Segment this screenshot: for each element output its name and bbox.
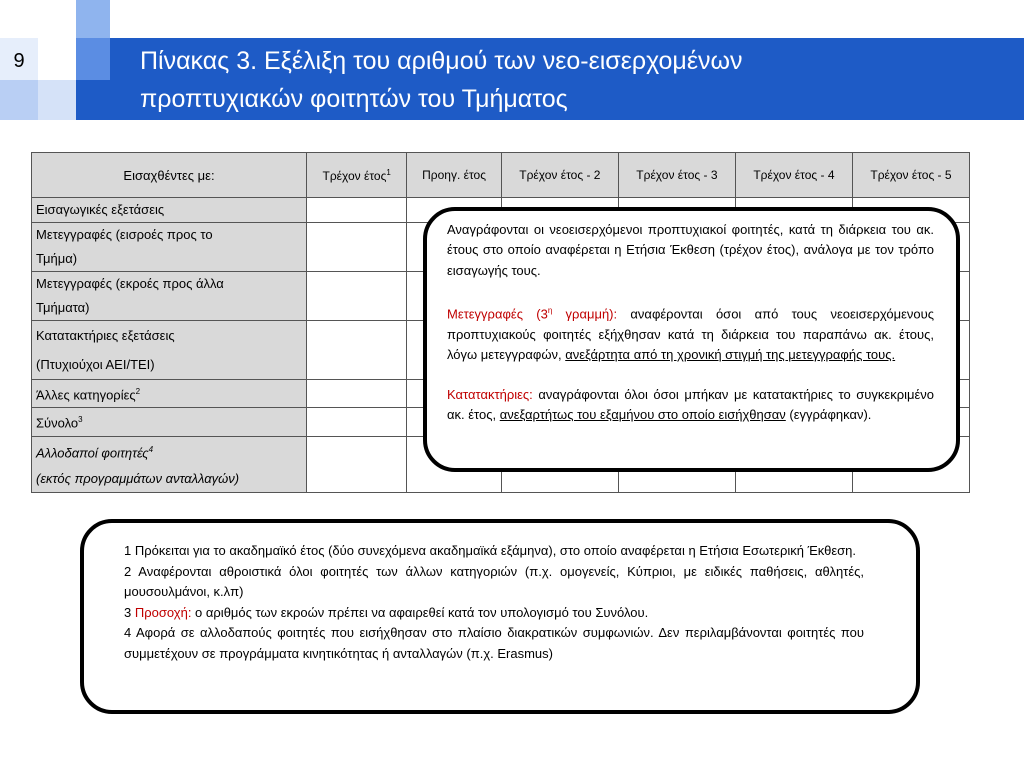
table-cell[interactable] <box>307 223 407 272</box>
decor-square <box>76 0 110 38</box>
table-header-row <box>32 153 970 198</box>
header-cell: Εισαχθέντες με: <box>32 153 307 198</box>
row-label: Κατατακτήριες εξετάσεις (Πτυχιούχοι ΑΕΙ/ΤΕΙ) <box>32 321 307 380</box>
decor-square <box>38 80 76 120</box>
header-cell: Τρέχον έτος$^1$ <box>307 153 407 198</box>
row-label: Αλλοδαποί φοιτητές$^4$ (εκτός προγραμμάτων ανταλλαγών) <box>32 436 307 492</box>
table-cell[interactable] <box>307 272 407 321</box>
callout-paragraph-transfers: Μετεγγραφές ($3^\eta$ γραμμή): αναφέρονται όσοι από τους νεοεισερχόμενους προπτυχιακούς φοιτητές εξήχθησαν κατά τη διάρκεια του παραπάνω ακ. έτους, λόγω μετεγγραφών, ανεξάρτητα από τη χρονική στιγμή της μετεγγραφής τους. <box>447 305 934 362</box>
callout-paragraph-placement: Κατατακτήριες: αναγράφονται όλοι όσοι μπήκαν με κατατακτήριες το συγκεκριμένο ακ. έτος, ανεξαρτήτως του εξαμήνου στο οποίο εισήχθησαν (εγγράφηκαν). <box>447 387 934 423</box>
footnote-4: 4 Αφορά σε αλλοδαπούς φοιτητές που εισήχθησαν στο πλαίσιο διακρατικών συμφωνιών. Δεν περιλαμβάνονται φοιτητές που συμμετέχουν σε προγράμματα κινητικότητας ή ανταλλαγών (π.χ. Erasmus) <box>124 625 864 661</box>
callout-paragraph: Αναγράφονται οι νεοεισερχόμενοι προπτυχιακοί φοιτητές, κατά τη διάρκεια του ακ. έτους στο οποίο αναφέρεται η Ετήσια Έκθεση (τρέχον έτος), ανάλογα με τον τρόπο εισαγωγής τους. <box>447 222 934 278</box>
footnote-2: 2 Αναφέρονται αθροιστικά όλοι φοιτητές των άλλων κατηγοριών (π.χ. ομογενείς, Κύπριοι, με ειδικές παθήσεις, αθλητές, μουσουλμάνοι, κ.λπ) <box>124 563 864 599</box>
table-cell[interactable] <box>307 380 407 408</box>
slide-title <box>140 42 1000 118</box>
title-bar-extension <box>76 80 110 120</box>
row-label: Εισαγωγικές εξετάσεις <box>32 198 307 223</box>
table-cell[interactable] <box>307 198 407 223</box>
footnote-3: 3 Προσοχή: ο αριθμός των εκροών πρέπει να αφαιρεθεί κατά τον υπολογισμό του Συνόλου. <box>124 604 649 620</box>
table-cell[interactable] <box>307 436 407 492</box>
footnotes-callout <box>80 519 920 714</box>
row-label: Μετεγγραφές (εισροές προς το Τμήμα) <box>32 223 307 272</box>
row-label: Σύνολο$^3$ <box>32 408 307 436</box>
explanation-callout <box>423 207 960 472</box>
row-label: Μετεγγραφές (εκροές προς άλλα Τμήματα) <box>32 272 307 321</box>
header-cell: Τρέχον έτος - 5 <box>852 153 969 198</box>
title-line-2: προπτυχιακών φοιτητών του Τμήματος <box>140 85 568 113</box>
title-line-1: Πίνακας 3. Εξέλιξη του αριθμού των νεο-εισερχομένων <box>140 47 743 75</box>
decor-square <box>0 80 38 120</box>
slide-number: 9 <box>13 50 25 72</box>
row-label: Άλλες κατηγορίες$^2$ <box>32 380 307 408</box>
decor-square <box>76 38 110 80</box>
table-cell[interactable] <box>307 321 407 380</box>
footnote-1: 1 Πρόκειται για το ακαδημαϊκό έτος (δύο συνεχόμενα ακαδημαϊκά εξάμηνα), στο οποίο αναφέρεται η Ετήσια Εσωτερική Έκθεση. <box>124 543 856 558</box>
header-cell: Προηγ. έτος <box>407 153 502 198</box>
header-cell: Τρέχον έτος - 3 <box>618 153 735 198</box>
header-cell: Τρέχον έτος - 4 <box>735 153 852 198</box>
table-cell[interactable] <box>307 408 407 436</box>
header-cell: Τρέχον έτος - 2 <box>501 153 618 198</box>
